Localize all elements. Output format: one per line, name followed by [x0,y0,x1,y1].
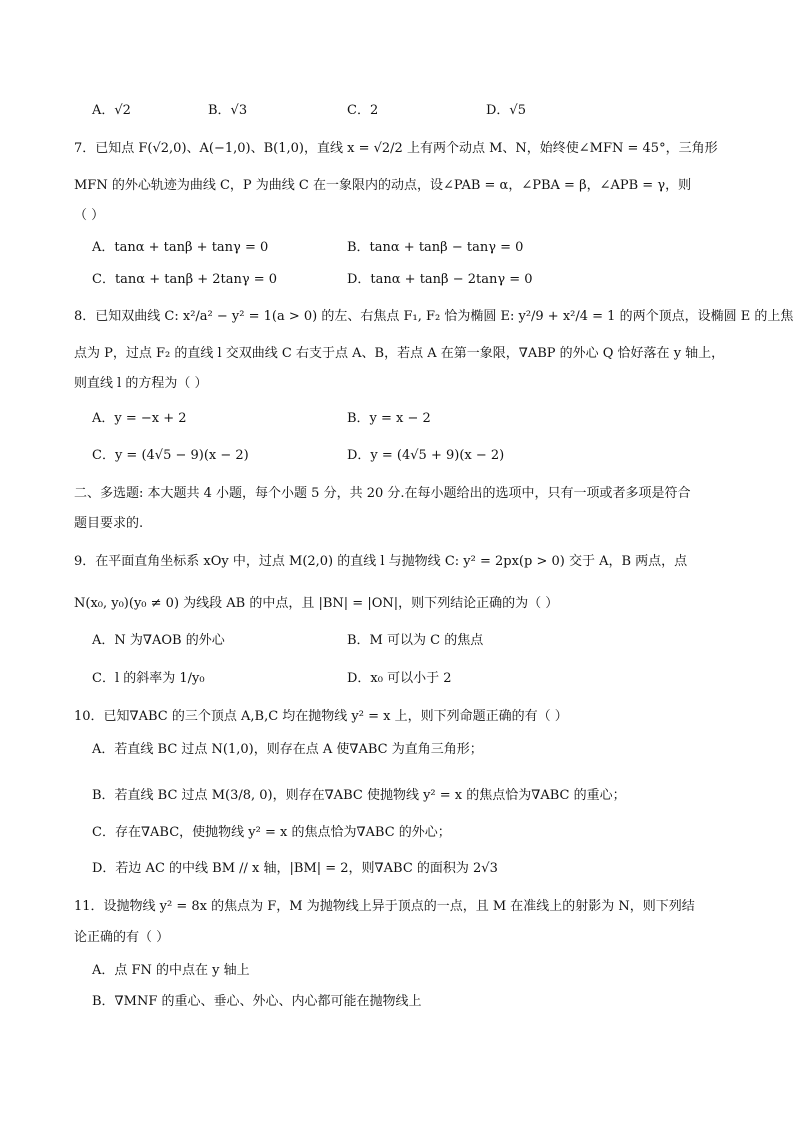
q7-option-c: C．tanα + tanβ + 2tanγ = 0 [92,272,278,287]
q8-stem-line-3: 则直线 l 的方程为（ ） [74,376,208,391]
q8-option-c: C．y = (4√5 − 9)(x − 2) [92,448,249,463]
section-heading-line-1: 二、多选题: 本大题共 4 小题，每个小题 5 分，共 20 分.在每小题给出的选项中，只有一项或者多项是符合 [74,486,691,501]
q8-option-d: D．y = (4√5 + 9)(x − 2) [347,448,505,463]
q11-option-a: A．点 FN 的中点在 y 轴上 [92,963,250,978]
q10-option-c: C．存在∇ABC，使抛物线 y² = x 的焦点恰为∇ABC 的外心； [92,825,451,840]
q11-stem-line-1: 11．设抛物线 y² = 8x 的焦点为 F，M 为抛物线上异于顶点的一点，且 M 在准线上的射影为 N，则下列结 [74,899,695,914]
q6-option-a: A．√2 [92,103,131,118]
q10-option-a: A．若直线 BC 过点 N(1,0)，则存在点 A 使∇ABC 为直角三角形； [92,742,483,757]
q6-option-b: B．√3 [208,103,248,118]
q6-option-c: C．2 [347,103,379,118]
q7-stem-line-3: （ ） [74,208,105,223]
q8-option-a: A．y = −x + 2 [92,411,187,426]
q11-option-b: B．∇MNF 的重心、垂心、外心、内心都可能在抛物线上 [92,994,422,1009]
q9-option-b: B．M 可以为 C 的焦点 [347,633,484,648]
q9-stem-line-1: 9．在平面直角坐标系 xOy 中，过点 M(2,0) 的直线 l 与抛物线 C: y² = 2px(p > 0) 交于 A，B 两点，点 [74,554,688,569]
q9-stem-line-2: N(x₀, y₀)(y₀ ≠ 0) 为线段 AB 的中点，且 |BN| = |ON|，则下列结论正确的为（ ） [74,596,559,611]
q6-option-d: D．√5 [486,103,526,118]
q8-option-b: B．y = x − 2 [347,411,431,426]
q10-option-b: B．若直线 BC 过点 M(3/8, 0)，则存在∇ABC 使抛物线 y² = x 的焦点恰为∇ABC 的重心； [92,788,626,803]
section-heading-line-2: 题目要求的. [74,516,144,531]
q7-option-a: A．tanα + tanβ + tanγ = 0 [92,240,269,255]
q11-stem-line-2: 论正确的有（ ） [74,930,170,945]
q9-option-a: A．N 为∇AOB 的外心 [92,633,225,648]
q7-stem-line-2: MFN 的外心轨迹为曲线 C，P 为曲线 C 在一象限内的动点，设∠PAB = α，∠PBA = β，∠APB = γ，则 [74,178,692,193]
q7-stem-line-1: 7．已知点 F(√2,0)、A(−1,0)、B(1,0)，直线 x = √2/2 上有两个动点 M、N，始终使∠MFN = 45°，三角形 [74,141,718,156]
q10-option-d: D．若边 AC 的中线 BM // x 轴，|BM| = 2，则∇ABC 的面积为 2√3 [92,861,498,876]
q10-stem-line-1: 10．已知∇ABC 的三个顶点 A,B,C 均在抛物线 y² = x 上，则下列命题正确的有（ ） [74,709,568,724]
q8-stem-line-1: 8．已知双曲线 C: x²/a² − y² = 1(a > 0) 的左、右焦点 F₁, F₂ 恰为椭圆 E: y²/9 + x²/4 = 1 的两个顶点，设椭圆 E 的上焦 [74,309,794,324]
q9-option-c: C．l 的斜率为 1/y₀ [92,671,205,686]
q9-option-d: D．x₀ 可以小于 2 [347,671,452,686]
q8-stem-line-2: 点为 P，过点 F₂ 的直线 l 交双曲线 C 右支于点 A、B，若点 A 在第一象限，∇ABP 的外心 Q 恰好落在 y 轴上， [74,346,725,361]
q7-option-d: D．tanα + tanβ − 2tanγ = 0 [347,272,533,287]
q7-option-b: B．tanα + tanβ − tanγ = 0 [347,240,524,255]
